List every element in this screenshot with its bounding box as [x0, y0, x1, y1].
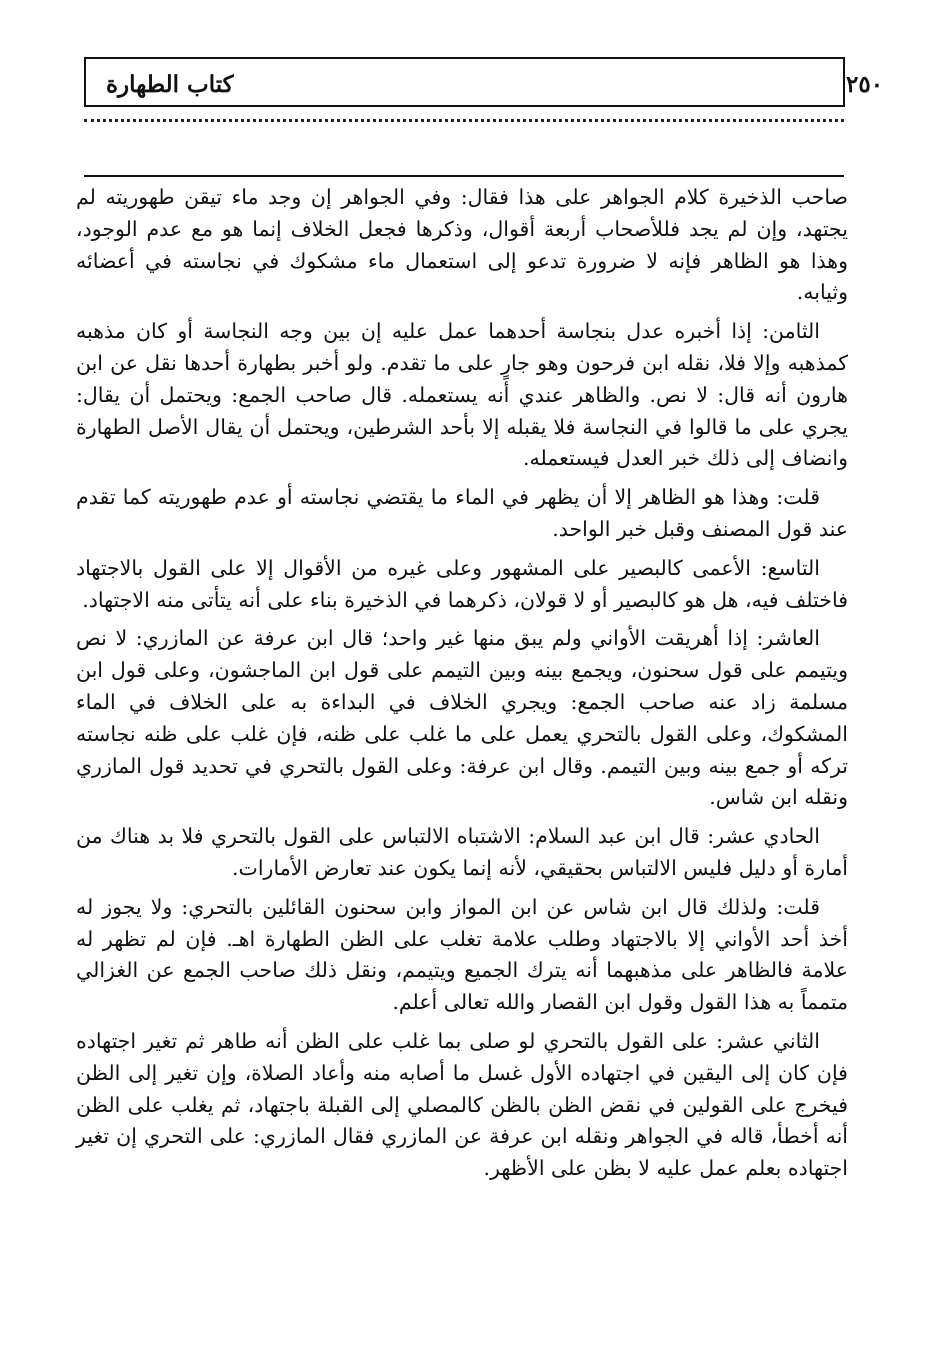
page-header — [84, 57, 884, 107]
paragraph-qult-2: قلت: ولذلك قال ابن شاس عن ابن المواز وابن سحنون القائلين بالتحري: ولا يجوز له أخذ أحد الأواني إلا بالاجتهاد وطلب علامة تغلب على الظن الطهارة اهـ. فإن لم تظهر له علامة فالظاهر على مذهبهما أنه يترك الجميع ويتيمم، ونقل ذلك صاحب الجمع عن الغزالي متمماً به هذا القول وقول ابن القصار والله تعالى أعلم. — [76, 894, 848, 1015]
dotted-divider — [84, 119, 844, 122]
paragraph-qult-1: قلت: وهذا هو الظاهر إلا أن يظهر في الماء ما يقتضي نجاسته أو عدم طهوريته كما تقدم عند قول المصنف وقبل خبر الواحد. — [76, 485, 848, 541]
paragraph-eleventh: الحادي عشر: قال ابن عبد السلام: الاشتباه الالتباس على القول بالتحري فلا بد هناك من أمارة أو دليل فليس الالتباس بحقيقي، لأنه إنما يكون عند تعارض الأمارات. — [76, 824, 848, 880]
paragraph-ninth: التاسع: الأعمى كالبصير على المشهور وعلى غيره من الأقوال إلا على القول بالاجتهاد فاختلف فيه، هل هو كالبصير أو لا قولان، ذكرهما في الذخيرة بناء على أنه يتأتى منه الاجتهاد. — [76, 555, 848, 612]
paragraph-1: صاحب الذخيرة كلام الجواهر على هذا فقال: وفي الجواهر إن وجد ماء تيقن طهوريته لم يجتهد، وإن لم يجد فللأصحاب أربعة أقوال، وذكرها فجعل الخلاف إنما هو مع عدم الوجود، وهذا هو الظاهر فإنه لا ضرورة تدعو إلى استعمال ماء مشكوك في نجاسته في أعضائه وثيابه. — [76, 185, 848, 305]
page-number: ٢٥٠ — [846, 71, 884, 98]
paragraph-tenth: العاشر: إذا أهريقت الأواني ولم يبق منها غير واحد؛ قال ابن عرفة عن المازري: لا نص ويتيمم على قول سحنون، ويجمع بينه وبين التيمم على قول ابن الماجشون، وعلى قول ابن مسلمة زاد عنه صاحب الجمع: ويجري الخلاف في البداءة به على الخلاف في الماء المشكوك، وعلى القول بالتحري يعمل على ما غلب على ظنه، فإن غلب على ظنه نجاسته تركه أو جمع بينه وبين التيمم. وقال ابن عرفة: وعلى القول بالتحري في تحديد قول المازري ونقله ابن شاس. — [76, 626, 848, 810]
paragraph-eighth: الثامن: إذا أخبره عدل بنجاسة أحدهما عمل عليه إن بين وجه النجاسة أو كان مذهبه كمذهبه وإلا فلا، نقله ابن فرحون وهو جارٍ على ما تقدم. ولو أخبر بطهارة أحدها نقل عن ابن هارون أنه قال: لا نص. والظاهر عندي أنه يستعمله. قال صاحب الجمع: ويحتمل أن يقال: يجري على ما قالوا في النجاسة فلا يقبله إلا بأحد الشرطين، ويحتمل أن يقال الأصل الطهارة وانضاف إلى ذلك خبر العدل فيستعمله. — [76, 319, 848, 471]
page-body — [76, 182, 848, 1192]
running-title: كتاب الطهارة — [106, 71, 234, 98]
header-rule — [84, 175, 844, 177]
paragraph-twelfth: الثاني عشر: على القول بالتحري لو صلى بما غلب على الظن أنه طاهر ثم تغير اجتهاده فإن كان إلى اليقين في اجتهاده الأول غسل ما أصابه منه وأعاد الصلاة، وإن تغير إلى الظن فيخرج على القولين في نقض الظن بالظن كالمصلي إلى القبلة باجتهاد، ثم يغلب على الظن أنه أخطأ، قاله في الجواهر ونقله ابن عرفة عن المازري فقال المازري: على التحري إن تغير اجتهاده بعلم عمل عليه لا بظن على الأظهر. — [76, 1028, 848, 1181]
